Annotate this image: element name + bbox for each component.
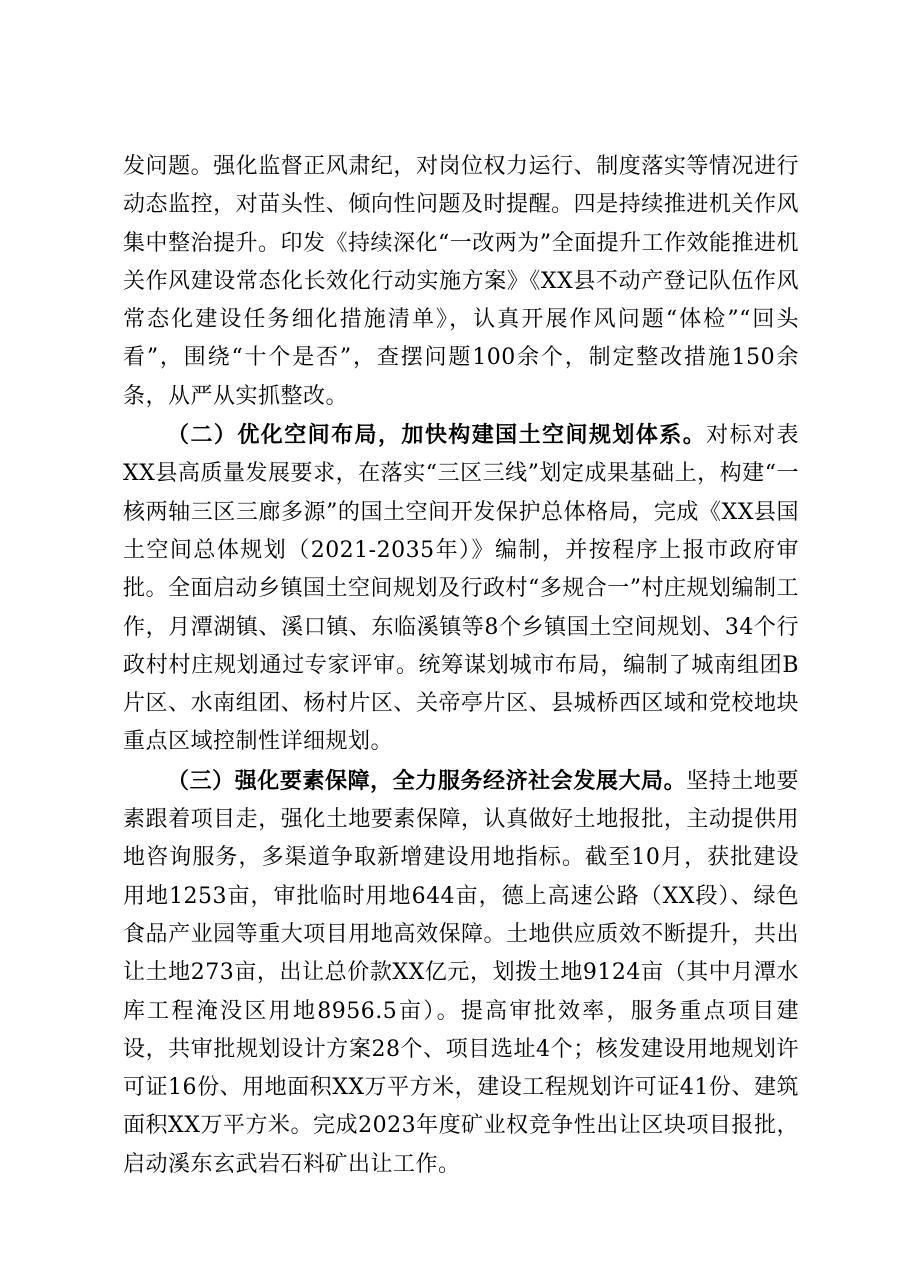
paragraph-text: 对标对表XX县高质量发展要求，在落实“三区三线”划定成果基础上，构建“一核两轴三区三廊多源”的国土空间开发保护总体格局，完成《XX县国土空间总体规划（2021-2035年）》编制，并按程序上报市政府审批。全面启动乡镇国土空间规划及行政村“多规合一”村庄规划编制工作，月潭湖镇、溪口镇、东临溪镇等8个乡镇国土空间规划、34个行政村村庄规划通过专家评审。统筹谋划城市布局，编制了城南组团B片区、水南组团、杨村片区、关帝亭片区、县城桥西区域和党校地块重点区域控制性详细规划。 (123, 423, 799, 755)
paragraph-heading: （二）优化空间布局，加快构建国土空间规划体系。 (167, 422, 707, 449)
paragraph-heading: （三）强化要素保障，全力服务经济社会发展大局。 (167, 767, 687, 794)
paragraph-spatial-planning (123, 416, 799, 762)
paragraph-text: 发问题。强化监督正风肃纪，对岗位权力运行、制度落实等情况进行动态监控，对苗头性、倾向性问题及时提醒。四是持续推进机关作风集中整治提升。印发《持续深化“一改两为”全面提升工作效能推进机关作风建设常态化长效化行动实施方案》《XX县不动产登记队伍作风常态化建设任务细化措施清单》，认真开展作风问题“体检”“回头看”，围绕“十个是否”，查摆问题100余个，制定整改措施150余条，从严从实抓整改。 (123, 154, 799, 409)
paragraph-factor-guarantee (123, 762, 799, 1184)
paragraph-continuation (123, 148, 799, 416)
document-body (123, 148, 799, 1184)
paragraph-text: 坚持土地要素跟着项目走，强化土地要素保障，认真做好土地报批，主动提供用地咨询服务，多渠道争取新增建设用地指标。截至10月，获批建设用地1253亩，审批临时用地644亩，德上高速公路（XX段）、绿色食品产业园等重大项目用地高效保障。土地供应质效不断提升，共出让土地273亩，出让总价款XX亿元，划拨土地9124亩（其中月潭水库工程淹没区用地8956.5亩）。提高审批效率，服务重点项目建设，共审批规划设计方案28个、项目选址4个；核发建设用地规划许可证16份、用地面积XX万平方米，建设工程规划许可证41份、建筑面积XX万平方米。完成2023年度矿业权竞争性出让区块项目报批，启动溪东玄武岩石料矿出让工作。 (123, 768, 799, 1177)
